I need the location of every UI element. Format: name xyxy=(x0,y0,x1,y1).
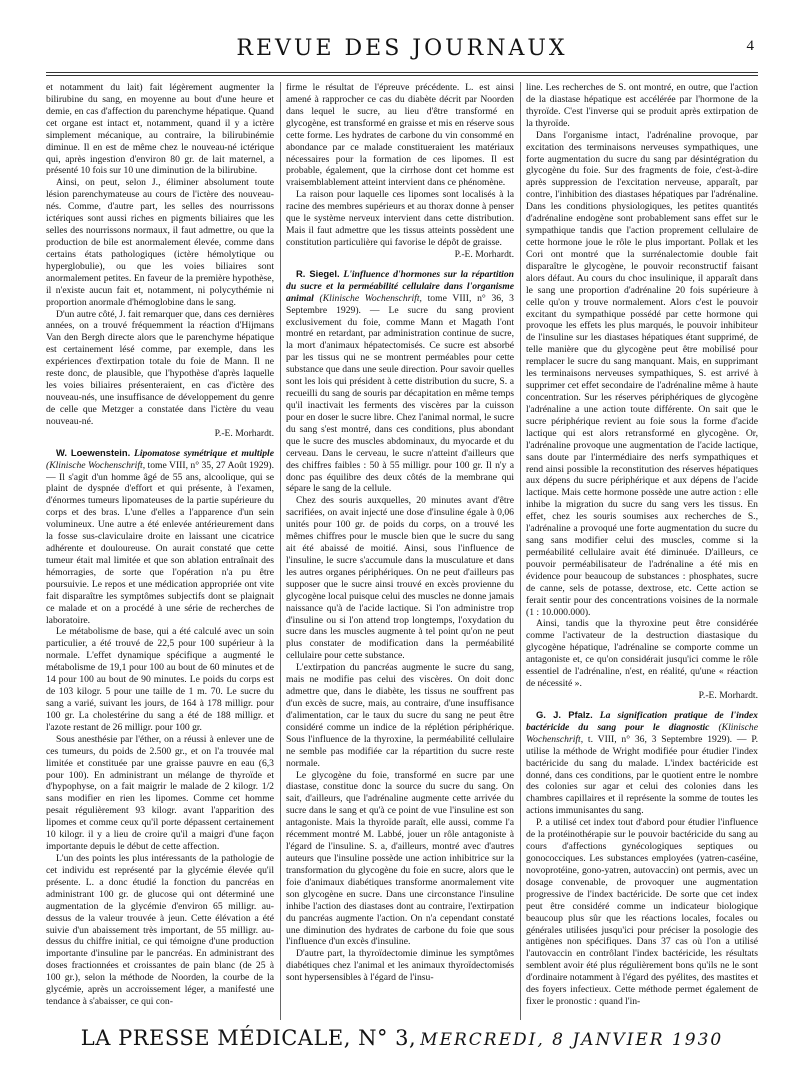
header-rule xyxy=(46,72,758,76)
column-1 xyxy=(46,82,274,1020)
paragraph: Le métabolisme de base, qui a été calculé avec un soin particulier, a été trouvé de 22,5 pour 100 supérieur à la normale. L'effet dynamique spécifique a augmenté le métabolisme de 19,1 pour 100 au bout de 60 minutes et de 14 pour 100 au bout de 90 minutes. Le poids du corps est de 103 kilogr. 5 pour une taille de 1 m. 70. Le sucre du sang a varié, suivant les jours, de 164 à 178 milligr. pour 100 gr. La cholestérine du sang a été de 188 milligr. et l'azote restant de 26 milligr. pour 100 gr. xyxy=(46,626,274,733)
paragraph: et notamment du lait) fait légèrement augmenter la bilirubine du sang, en moyenne au bout d'une heure et demie, en cas d'affection du parenchyme hépatique. Quand cet organe est intact et, notamment, quand il y a ictère simplement mécanique, au contraire, la bilirubinémie diminue. Il en est de même chez le nouveau-né ictérique qui, après ingestion d'environ 80 gr. de lait maternel, a présenté 10 fois sur 10 une diminution de la bilirubine. xyxy=(46,82,274,177)
article-journal: (Klinische Wochenschrift, xyxy=(319,292,422,304)
article-title: Lipomatose symétrique et multiple xyxy=(133,447,274,459)
paragraph: La raison pour laquelle ces lipomes sont localisés à la racine des membres supérieurs et au thorax donne à penser que le système nerveux intervient dans cette distribution. Mais il faut admettre que les tissus atteints possèdent une constitution particulière qui favorise le dépôt de graisse. xyxy=(286,189,514,248)
paragraph: D'un autre côté, J. fait remarquer que, dans ces dernières années, on a trouvé fréquemment la réaction d'Hijmans Van den Bergh directe alors que le parenchyme hépatique est certainement lésé comme, par exemple, dans les expériences d'extirpation totale du foie de Mann. Il ne reste donc, de plausible, que l'hypothèse d'après laquelle les voies biliaires présenteraient, en cas d'ictère des nouveau-nés, une insuffisance de développement du genre de celle que Metzger a constatée dans l'ictère du veau nouveau-né. xyxy=(46,308,274,427)
article-author: R. Siegel. xyxy=(296,267,340,279)
paragraph: P. a utilisé cet index tout d'abord pour étudier l'influence de la protéinothérapie sur le pouvoir bactéricide du sang au cours d'affections gynécologiques septiques ou gonococciques. Les substances employées (yatren-caséine, novoprotéine, gono-yatren, autovaccin) ont permis, avec un dosage convenable, de provoquer une augmentation progressive de l'index bactéricide. De sorte que cet index peut être considéré comme un indicateur biologique beaucoup plus sûr que les réactions locales, focales ou générales utilisées jusqu'ici pour préciser la posologie des antigènes non spécifiques. Dans 37 cas où l'on a utilisé l'autovaccin en contrôlant l'index bactéricide, les résultats semblent avoir été plus régulièrement bons qu'ils ne le sont d'ordinaire notamment à l'égard des pyélites, des mastites et des foyers infectieux. Cette méthode permet également de fixer le pronostic : quand l'in- xyxy=(526,817,758,1008)
page-number: 4 xyxy=(746,38,754,54)
paragraph: D'autre part, la thyroïdectomie diminue les symptômes diabétiques chez l'animal et les animaux thyroïdectomisés sont hypersensibles à l'égard de l'insu- xyxy=(286,948,514,984)
article-author: W. Loewenstein. xyxy=(56,446,131,458)
article-reference: tome VIII, n° 35, 27 Août 1929). — xyxy=(46,459,274,483)
paragraph: line. Les recherches de S. ont montré, en outre, que l'action de la diastase hépatique est accélérée par l'hormone de la thyroïde. C'est l'inverse qui se produit après extirpation de la thyroïde. xyxy=(526,82,758,129)
article-heading xyxy=(46,447,274,627)
article-signature: P.-E. Morhardt. xyxy=(454,248,514,260)
paragraph: L'extirpation du pancréas augmente le sucre du sang, mais ne modifie pas celui des viscères. On doit donc admettre que, dans le diabète, les tissus ne souffrent pas d'un excès de sucre, mais, au contraire, d'une insuffisance d'alimentation, car le taux du sucre du sang ne peut être considéré comme un indice de la réplétion périphérique. Sous l'influence de la thyroxine, la perméabilité cellulaire ne semble pas modifiée car la répartition du sucre reste normale. xyxy=(286,662,514,769)
paragraph: Ainsi, on peut, selon J., éliminer absolument toute lésion parenchymateuse au cours de l'ictère des nouveau-nés. Comme, d'autre part, les selles des nourrissons ictériques sont aussi riches en pigments biliaires que les selles des nourrissons normaux, il faut admettre, ou que la production de bile est anormalement élevée, comme dans certains états pathologiques (ictère hémolytique ou hyperglobulie), ou que les voies biliaires sont anormalement petites. En faveur de la première hypothèse, il n'existe aucun fait et, notamment, ni polycythémie ni proportion anormale d'hémoglobine dans le sang. xyxy=(46,177,274,308)
paragraph: P. utilise la méthode de Wright modifiée pour étudier l'index bactéricide du sang du malade. L'index bactéricide est donné, dans ces conditions, par le quotient entre le nombre des colonies sur agar et celui des colonies dans les chambres capillaires et il représente la somme de toutes les actions immunisantes du sang. xyxy=(526,733,758,817)
paragraph: Sous anesthésie par l'éther, on a réussi à enlever une de ces tumeurs, du poids de 2.500 gr., et on l'a trouvée mal limitée et constituée par une graisse pauvre en eau (6,3 pour 100). En administrant un mélange de thyroïde et d'hypophyse, on a fait maigrir le malade de 2 kilogr. 1/2 sans modifier en rien les lipomes. Comme cet homme pesait régulièrement 93 kilogr. avant l'apparition des lipomes et comme ceux qu'il porte dépassent certainement 10 kilogr. il y a lieu de croire qu'il a maigri d'une façon importante depuis le début de cette affection. xyxy=(46,733,274,853)
paragraph: firme le résultat de l'épreuve précédente. L. est ainsi amené à rapprocher ce cas du diabète décrit par Noorden dans lequel le sucre, au lieu d'être transformé en glycogène, est transformé en graisse et mis en réserve sous cette forme. Les hydrates de carbone du vin consommé en abondance par ce malade constitueraient les matériaux nécessaires pour la formation de ces lipomes. Il est probable, également, que la cirrhose dont cet homme est vraisemblablement atteint intervient dans ce phénomène. xyxy=(286,82,514,189)
article-author: G. J. Pfalz. xyxy=(536,708,593,720)
article-signature: P.-E. Morhardt. xyxy=(698,690,758,702)
publication-name: LA PRESSE MÉDICALE, N° 3, xyxy=(80,1026,417,1050)
article-title: La signification pratique de l'index bactéricide du sang pour le diagnostic xyxy=(526,709,758,733)
article-reference: tome VIII, n° 36, 3 Septembre 1929). — xyxy=(286,292,514,316)
paragraph: Le glycogène du foie, transformé en sucre par une diastase, constitue donc la source du sucre du sang. On sait, d'ailleurs, que l'adrénaline augmente cette arrivée du sucre dans le sang et qu'à ce point de vue l'insuline est son antagoniste. Mais la thyroïde paraît, elle aussi, comme l'a récemment montré M. Labbé, jouer un rôle antagoniste à l'égard de l'insuline. S. a, d'ailleurs, montré avec d'autres auteurs que l'insuline possède une action inhibitrice sur la transformation du glycogène du foie en sucre, alors que le foie d'animaux diabétiques transforme anormalement vite son glycogène en sucre. Dans une circonstance l'insuline inhibe l'action des diastases dont au contraire, l'extirpation du pancréas augmente l'action. On n'a cependant constaté une diminution des hydrates de carbone du foie que sous l'influence d'un excès d'insuline. xyxy=(286,769,514,948)
journal-section-title: REVUE DES JOURNAUX xyxy=(236,36,568,61)
article-journal: (Klinische Wochenschrift, xyxy=(46,459,146,471)
column-divider xyxy=(520,82,521,1020)
article-columns xyxy=(46,82,758,1020)
column-3 xyxy=(526,82,758,1020)
article-heading xyxy=(526,709,758,817)
article-journal: (Klinische Wochenschrift, xyxy=(526,721,758,745)
article-reference: t. VIII, n° 36, 3 Septembre 1929). — xyxy=(587,733,747,745)
paragraph: Le sucre du sang provient exclusivement du foie, comme Mann et Magath l'ont montré en retardant, par administration continue de sucre, la mort d'animaux hépatectomisés. Ce sucre est absorbé par les tissus qui ne se montrent perméables pour cette substance que dans une seule direction. Pour savoir quelles sont les lois qui président à cette distribution du sucre, S. a recueilli du sang de souris par décapitation en même temps qu'il inactivait les ferments des viscères par la cuisson pour en doser le sucre libre. Chez l'animal normal, le sucre du sang s'est montré, dans ces conditions, plus abondant que le sucre des muscles abdominaux, du myocarde et du cerveau. Dans le cerveau, le sucre n'atteint d'ailleurs que des chiffres faibles : 50 à 55 milligr. pour 100 gr. Il n'y a donc pas équilibre des deux côtés de la membrane qui sépare le sang de la cellule. xyxy=(286,304,514,495)
paragraph: L'un des points les plus intéressants de la pathologie de cet individu est représenté par la glycémie élevée qu'il présente. L. a donc étudié la fonction du pancréas en administrant 100 gr. de glucose qui ont déterminé une augmentation de la glycémie d'environ 65 milligr. au-dessus de la valeur trouvée à jeun. Cette élévation a été suivie d'un abaissement très important, de 55 milligr. au-dessus du chiffre initial, ce qui témoigne d'une production importante d'insuline par le pancréas. En administrant des doses fractionnées et croissantes de pain blanc (de 25 à 100 gr.), selon la méthode de Noorden, la courbe de la glycémie, après un accroissement léger, a manifesté une tendance à s'abaisser, ce qui con- xyxy=(46,853,274,1008)
article-signature: P.-E. Morhardt. xyxy=(214,427,274,439)
paragraph: Chez des souris auxquelles, 20 minutes avant d'être sacrifiées, on avait injecté une dose d'insuline égale à 0,06 unités pour 100 gr. de poids du corps, on a trouvé les mêmes chiffres pour le muscle bien que le sucre du sang ait été abaissé de moitié. Ainsi, sous l'influence de l'insuline, le sucre s'accumule dans la musculature et dans les autres organes périphériques. On ne peut d'ailleurs pas supposer que le sucre ainsi trouvé en excès provienne du glycogène local puisque celui des muscles ne donne jamais naissance qu'à de l'acide lactique. Si l'on administre trop d'insuline ou si l'on attend trop longtemps, l'oxydation du sucre dans les muscles augmente à tel point qu'on ne peut plus constater de modification dans la perméabilité cellulaire pour cette substance. xyxy=(286,495,514,662)
paragraph: Ainsi, tandis que la thyroxine peut être considérée comme l'activateur de la destruction diastasique du glycogène hépatique, l'adrénaline se comporte comme un antagoniste et, ce qu'on considérait jusqu'ici comme le rôle essentiel de l'adrénaline, n'est, en réalité, qu'une « réaction de nécessité ». xyxy=(526,618,758,690)
article-heading xyxy=(286,268,514,496)
page-footer xyxy=(46,1026,758,1056)
paragraph: Il s'agit d'un homme âgé de 55 ans, alcoolique, qui se plaint de dyspnée d'effort et qui présente, à l'examen, d'énormes tumeurs lipomateuses de la partie supérieure du corps et des bras. L'une d'elles a l'apparence d'un sein volumineux. Une autre a été enlevée antérieurement dans la fosse sus-claviculaire droite en laissant une cicatrice adhérente et douloureuse. On aurait constaté que cette tumeur était mal limitée et que son ablation entraînait des hémorragies, de sorte que l'opération n'a pu être poursuivie. Le repos et une médication appropriée ont vite fait disparaître les symptômes subjectifs dont se plaignait ce malade et on a procédé à une série de recherches de laboratoire. xyxy=(46,471,274,626)
column-divider xyxy=(280,82,281,1020)
column-2 xyxy=(286,82,514,1020)
article-title: L'influence d'hormones sur la répartition du sucre et la perméabilité cellulaire dans l'organisme animal xyxy=(286,268,514,304)
paragraph: Dans l'organisme intact, l'adrénaline provoque, par excitation des terminaisons nerveuses sympathiques, une forte augmentation du sucre du sang par désintégration du glycogène du foie. Sur des fragments de foie, c'est-à-dire après suppression de l'excitation nerveuse, apparaît, par contre, l'inhibition des diastases hépatiques par l'adrénaline. Dans les conditions physiologiques, les petites quantités d'adrénaline endogène sont probablement sans effet sur le sympathique tandis que l'action proprement cellulaire de cette hormone joue le rôle le plus important. Pollak et les Cori ont montré que la surrénalectomie double fait disparaître le glycogène, le pouvoir reconstructif faisant alors défaut. Au cours du choc insulinique, il apparaît dans le sang une proportion d'adrénaline 20 fois supérieure à celle qu'on y trouve normalement. Alors c'est le pouvoir excitant du sympathique possédé par cette hormone qui provoque les effets les plus marqués, le pouvoir inhibiteur de l'insuline sur les diastases hépatiques étant supprimé, de telle manière que du glycogène peut être mobilisé pour remplacer le sucre du sang manquant. Mais, en supprimant les terminaisons nerveuses sympathiques, S. est arrivé à supprimer cet effet secondaire de l'adrénaline même à haute concentration. Sur les réserves périphériques de glycogène l'adrénaline a une action toute différente. On sait que le sucre périphérique revient au foie sous la forme d'acide lactique qui est alors retransformé en glycogène. Or, l'adrénaline provoque une augmentation de l'acide lactique, sans doute par l'intermédiaire des nerfs sympathiques et rend ainsi possible la reconstitution des réserves hépatiques aux dépens du sucre périphérique et aux dépens de l'acide lactique. Mais cette hormone possède une autre action : elle inhibe la migration du sucre du sang vers les tissus. En effet, chez les souris soumises aux recherches de S., l'adrénaline a provoqué une forte augmentation du sucre du sang sans modifier celui des muscles, comme si la perméabilité cellulaire avait été diminuée. D'ailleurs, ce pouvoir perméabilisateur de l'adrénaline a été mis en évidence pour beaucoup de substances : phosphates, sucre de canne, sels de potasse, dextrose, etc. Cette action se ferait sentir pour des concentrations voisines de la normale (1 : 10.000.000). xyxy=(526,129,758,618)
issue-date: MERCREDI, 8 JANVIER 1930 xyxy=(420,1030,724,1050)
header-bar xyxy=(46,36,758,66)
